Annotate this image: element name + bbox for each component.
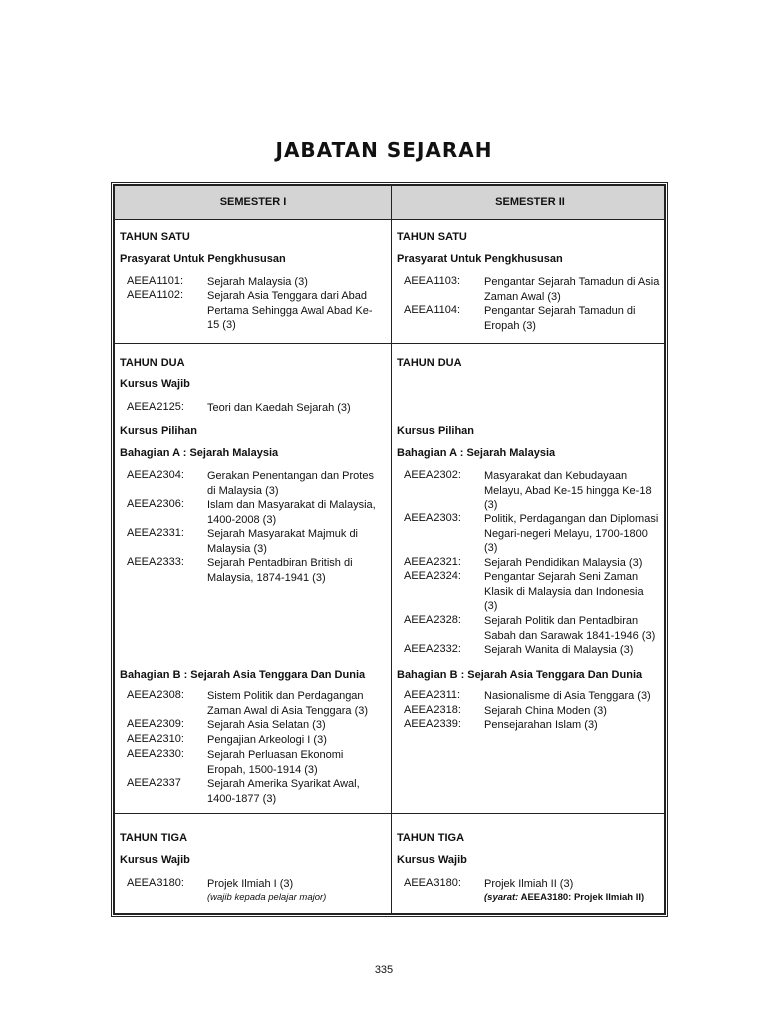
year-three-heading: TAHUN TIGA [397,832,465,844]
page-number: 335 [374,964,394,976]
course-code: AEEA2308: [127,689,184,701]
course-name: Sejarah Politik dan Pentadbiran Sabah dan Sarawak 1841-1946 (3) [484,615,656,642]
course-code: AEEA2324: [404,570,461,582]
year-two-heading: TAHUN DUA [120,357,185,369]
course-code: AEEA2304: [127,469,184,481]
course-code: AEEA2333: [127,556,184,568]
course-name: Islam dan Masyarakat di Malaysia, 1400-2008 (3) [207,499,376,526]
prerequisite-heading: Prasyarat Untuk Pengkhususan [120,253,286,265]
part-b-heading: Bahagian B : Sejarah Asia Tenggara Dan Dunia [397,669,643,681]
course-name: Pengantar Sejarah Tamadun di Asia Zaman Awal (3) [484,276,660,303]
header-semester-1: SEMESTER I [219,196,287,208]
row-divider [115,343,664,344]
course-code: AEEA2321: [404,556,461,568]
course-name: Pengantar Sejarah Seni Zaman Klasik di Malaysia dan Indonesia (3) [484,571,644,612]
course-name: Gerakan Penentangan dan Protes di Malaysia (3) [207,470,374,497]
compulsory-heading: Kursus Wajib [120,378,190,390]
course-name: Pengantar Sejarah Tamadun di Eropah (3) [484,305,636,332]
year-three-heading: TAHUN TIGA [120,832,188,844]
year-one-heading: TAHUN SATU [397,231,467,243]
part-a-heading: Bahagian A : Sejarah Malaysia [120,447,279,459]
course-code: AEEA2125: [127,401,184,413]
course-code: AEEA1101: [127,275,184,287]
year-two-heading: TAHUN DUA [397,357,462,369]
course-code: AEEA2331: [127,527,184,539]
course-note-label: (syarat: [484,892,519,903]
compulsory-heading: Kursus Wajib [397,854,467,866]
compulsory-heading: Kursus Wajib [120,854,190,866]
course-code: AEEA2303: [404,512,461,524]
header-semester-2: SEMESTER II [495,196,565,208]
course-code: AEEA2318: [404,704,461,716]
course-name: Masyarakat dan Kebudayaan Melayu, Abad Ke-15 hingga Ke-18 (3) [484,470,652,511]
course-name: Sejarah Perluasan Ekonomi Eropah, 1500-1914 (3) [207,749,344,776]
course-code: AEEA2306: [127,498,184,510]
course-code: AEEA3180: [127,877,184,889]
course-note [484,892,644,903]
part-a-heading: Bahagian A : Sejarah Malaysia [397,447,556,459]
course-code: AEEA1104: [404,304,461,316]
course-note-text: AEEA3180: Projek Ilmiah II) [518,892,645,903]
course-name: Sejarah Malaysia (3) [207,276,308,288]
elective-heading: Kursus Pilihan [397,425,475,437]
page-title: JABATAN SEJARAH [275,138,493,162]
course-name: Sejarah Masyarakat Majmuk di Malaysia (3) [207,528,359,555]
course-code: AEEA3180: [404,877,461,889]
course-note: (wajib kepada pelajar major) [207,892,327,903]
course-code: AEEA2330: [127,748,184,760]
course-code: AEEA2339: [404,718,461,730]
course-code: AEEA1103: [404,275,461,287]
course-code: AEEA2328: [404,614,461,626]
row-divider [115,813,664,814]
course-table [113,184,666,915]
course-name: Sejarah Wanita di Malaysia (3) [484,644,634,656]
prerequisite-heading: Prasyarat Untuk Pengkhususan [397,253,563,265]
column-divider [391,186,392,913]
course-name: Sejarah Asia Tenggara dari Abad Pertama Sehingga Awal Abad Ke-15 (3) [207,290,373,331]
part-b-heading: Bahagian B : Sejarah Asia Tenggara Dan Dunia [120,669,366,681]
course-code: AEEA2311: [404,689,461,701]
elective-heading: Kursus Pilihan [120,425,198,437]
course-code: AEEA2337 [127,777,181,789]
course-name: Pensejarahan Islam (3) [484,719,598,731]
course-name: Sejarah Pendidikan Malaysia (3) [484,557,643,569]
course-name: Sejarah Pentadbiran British di Malaysia, 1874-1941 (3) [207,557,353,584]
course-code: AEEA2309: [127,718,184,730]
course-code: AEEA1102: [127,289,184,301]
course-code: AEEA2302: [404,469,461,481]
course-name: Sejarah Asia Selatan (3) [207,719,326,731]
year-one-heading: TAHUN SATU [120,231,190,243]
course-name: Projek Ilmiah II (3) [484,878,574,890]
course-name: Pengajian Arkeologi I (3) [207,734,327,746]
course-name: Projek Ilmiah I (3) [207,878,294,890]
course-code: AEEA2332: [404,643,461,655]
course-name: Sejarah China Moden (3) [484,705,607,717]
course-name: Sistem Politik dan Perdagangan Zaman Awal di Asia Tenggara (3) [207,690,369,717]
course-name: Teori dan Kaedah Sejarah (3) [207,402,351,414]
course-code: AEEA2310: [127,733,184,745]
course-name: Politik, Perdagangan dan Diplomasi Negari-negeri Melayu, 1700-1800 (3) [484,513,659,554]
course-name: Sejarah Amerika Syarikat Awal, 1400-1877 (3) [207,778,360,805]
course-name: Nasionalisme di Asia Tenggara (3) [484,690,651,702]
